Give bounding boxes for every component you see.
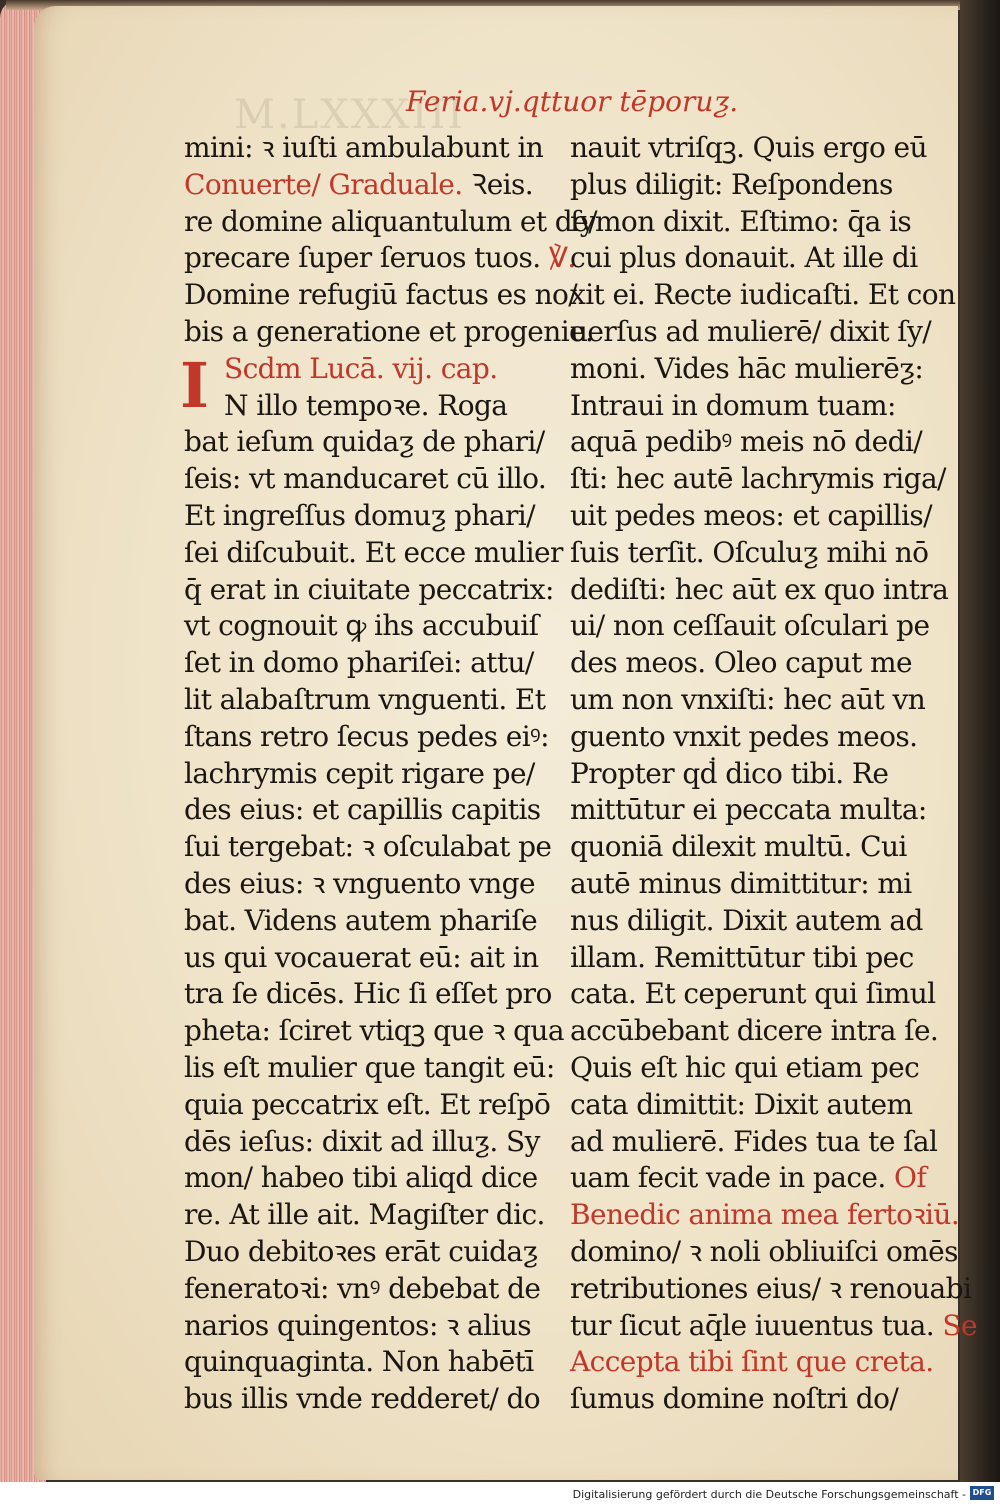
rubric-text: creta.	[846, 1345, 934, 1379]
body-text: narios quingentos: ꝛ alius	[184, 1308, 532, 1342]
body-text: ſui tergebat: ꝛ oſculabat pe	[184, 830, 552, 864]
text-line	[570, 1234, 958, 1271]
text-column-left	[180, 130, 597, 1418]
text-line	[184, 1344, 534, 1381]
text-line	[184, 1050, 555, 1087]
text-line	[570, 130, 927, 167]
text-line	[570, 277, 956, 314]
text-line	[184, 903, 538, 940]
text-line	[570, 167, 910, 204]
text-line	[570, 903, 923, 940]
text-line	[184, 461, 547, 498]
text-line	[570, 829, 910, 866]
body-text: guento vnxit pedes meos.	[570, 719, 918, 753]
body-text: ſei diſcubuit. Et ecce mulier	[184, 535, 563, 569]
text-line	[184, 1087, 551, 1124]
body-text: feneratoꝛi: vnꝰ debebat de	[184, 1271, 541, 1305]
body-text: Domine refugiū factus es no/	[184, 278, 578, 312]
body-text: nauit vtriſqꝫ. Quis ergo eū	[570, 131, 927, 164]
text-line	[570, 535, 929, 572]
body-text: lis eſt mulier que tangit eū:	[184, 1050, 555, 1084]
body-text: ſet in domo phariſei: attu/	[184, 646, 534, 680]
body-text: bis a generatione et progenie.	[184, 314, 594, 348]
body-text: uam fecit vade in pace.	[570, 1161, 886, 1195]
body-text: domino/ ꝛ noli obliuiſci omēs	[570, 1234, 958, 1268]
text-line	[570, 682, 926, 719]
body-text: plus diligit: Reſpondens	[570, 167, 893, 201]
text-line	[184, 1197, 545, 1234]
text-line	[184, 572, 554, 609]
text-line	[184, 682, 546, 719]
text-line	[184, 940, 539, 977]
text-line	[184, 498, 535, 535]
body-text: uit pedes meos: et capillis/	[570, 498, 932, 532]
body-text: dēs ieſus: dixit ad illuƺ. Sy	[184, 1124, 540, 1158]
body-text: dediſti: hec aūt ex quo intra	[570, 572, 949, 606]
body-text: um non vnxiſti: hec aūt vn	[570, 682, 926, 716]
body-text: lachrymis cepit rigare pe/	[184, 756, 535, 790]
text-line	[570, 1087, 913, 1124]
rubric-text: Of	[885, 1161, 927, 1195]
body-text: Quis eſt hic qui etiam pec	[570, 1050, 920, 1084]
text-line	[570, 240, 918, 277]
rubricated-initial: I	[180, 348, 209, 422]
ghost-folio-showthrough: M.LXXXIII	[234, 92, 466, 138]
body-text: bat. Videns autem phariſe	[184, 903, 538, 937]
text-line	[184, 204, 597, 241]
body-text: mittūtur ei peccata multa:	[570, 793, 927, 827]
body-text: bat ieſum quidaƺ de phari/	[184, 425, 545, 459]
body-text: tur ſicut aq̄le iuuentus tua.	[570, 1308, 935, 1342]
text-line	[570, 792, 927, 829]
text-line	[570, 719, 918, 756]
rubric-text: Conuerte/ Graduale.	[184, 167, 463, 201]
text-line	[570, 1160, 927, 1197]
body-text: tra ſe dicēs. Hic ſi eſſet pro	[184, 977, 552, 1011]
text-line	[184, 866, 535, 903]
body-text: ſeis: vt manducaret cū illo.	[184, 462, 547, 496]
text-line	[570, 461, 946, 498]
text-line	[184, 1308, 532, 1345]
text-line	[184, 719, 549, 756]
text-line	[184, 388, 524, 425]
rubric-text: ℣.	[540, 241, 576, 275]
text-line	[570, 756, 910, 793]
text-line	[570, 1271, 972, 1308]
text-line	[184, 167, 534, 204]
body-text: N illo tempoꝛe. Roga	[224, 388, 508, 422]
text-line	[184, 1234, 538, 1271]
body-text: ſumus domine noſtri do/	[570, 1382, 899, 1416]
body-text: pheta: ſciret vtiqꝫ que ꝛ qua	[184, 1014, 564, 1048]
body-text: aquā pedibꝰ meis nō dedi/	[570, 425, 923, 459]
body-text: illam. Remittūtur tibi pec	[570, 940, 914, 974]
text-line	[570, 1013, 939, 1050]
body-text: uerſus ad mulierē/ dixit ſy/	[570, 314, 932, 348]
text-line	[570, 608, 930, 645]
body-text: mini: ꝛ iuſti ambulabunt in	[184, 131, 544, 164]
rubric-text: fertoꝛiū.	[838, 1198, 960, 1232]
body-text: Propter qḋ dico tibi. Re	[570, 756, 889, 790]
body-text: Ꝛeis.	[462, 167, 534, 201]
text-line	[184, 130, 544, 167]
body-text: quoniā dilexit multū. Cui	[570, 830, 907, 864]
body-text: ſuis terſit. Oſculuƺ mihi nō	[570, 535, 929, 569]
text-line	[570, 572, 949, 609]
running-head: Feria.vj.qttuor tēporuƺ.	[406, 85, 739, 118]
body-text: Duo debitoꝛes erāt cuidaƺ	[184, 1234, 538, 1268]
body-text: quinquaginta. Non habētī	[184, 1345, 534, 1379]
text-line	[184, 608, 539, 645]
text-line	[570, 498, 932, 535]
text-line	[184, 1381, 541, 1418]
body-text: Et ingreſſus domuƺ phari/	[184, 498, 535, 532]
body-text: ſymon dixit. Eſtimo: q̄a is	[570, 204, 912, 238]
text-line	[184, 1160, 538, 1197]
body-text: nus diligit. Dixit autem ad	[570, 903, 923, 937]
text-line	[570, 1050, 920, 1087]
body-text: cata. Et ceperunt qui ſimul	[570, 977, 936, 1011]
digitization-credit: Digitalisierung gefördert durch die Deutsche Forschungsgemeinschaft -	[572, 1488, 966, 1501]
body-text: precare ſuper ſeruos tuos.	[184, 241, 541, 275]
text-line	[570, 1197, 960, 1234]
body-text: autē minus dimittitur: mi	[570, 866, 912, 900]
rubric-text: Benedic anima mea	[570, 1198, 839, 1232]
text-line	[184, 314, 594, 351]
text-line	[570, 976, 936, 1013]
body-text: des eius: ꝛ vnguento vnge	[184, 866, 535, 900]
body-text: ſtans retro ſecus pedes eiꝰ:	[184, 719, 549, 753]
body-text: ui/ non ceſſauit oſculari pe	[570, 609, 930, 643]
body-text: retributiones eius/ ꝛ renouabi	[570, 1271, 972, 1305]
body-text: des meos. Oleo caput me	[570, 646, 912, 680]
body-text: cui plus donauit. At ille di	[570, 241, 918, 275]
text-line	[184, 535, 563, 572]
body-text: ſti: hec autē lachrymis riga/	[570, 462, 946, 496]
body-text: accūbebant dicere intra ſe.	[570, 1014, 939, 1048]
body-text: bus illis vnde redderet/ do	[184, 1382, 541, 1416]
text-line	[184, 1124, 540, 1161]
text-line	[184, 976, 552, 1013]
text-line	[184, 1271, 541, 1308]
text-line	[570, 866, 910, 903]
body-text: des eius: et capillis capitis	[184, 793, 541, 827]
body-text: lit alabaſtrum vnguenti. Et	[184, 682, 546, 716]
body-text: cata dimittit: Dixit autem	[570, 1087, 913, 1121]
text-line	[184, 277, 578, 314]
body-text: Intraui in domum tuam:	[570, 388, 896, 422]
text-line	[570, 351, 924, 388]
text-line	[570, 204, 910, 241]
body-text: quia peccatrix eſt. Et reſpō	[184, 1087, 551, 1121]
text-line	[570, 1381, 910, 1418]
text-line	[570, 645, 910, 682]
text-line	[570, 388, 910, 425]
text-line	[184, 645, 534, 682]
text-line	[184, 240, 576, 277]
body-text: mon/ habeo tibi aliqd dice	[184, 1161, 538, 1195]
body-text: moni. Vides hāc mulierēƺ:	[570, 351, 924, 385]
body-text: q̄ erat in ciuitate peccatrix:	[184, 572, 554, 606]
body-text: re domine aliquantulum et de/	[184, 204, 597, 238]
rubric-text: Accepta tibi ſint que	[570, 1345, 847, 1379]
body-text: us qui vocauerat eū: ait in	[184, 940, 539, 974]
rubric-text: Scdm Lucā. vij. cap.	[224, 351, 498, 385]
text-line	[570, 314, 932, 351]
text-line	[570, 1124, 938, 1161]
body-text: vt cognouit ꝙ ihs accubuiſ	[184, 609, 539, 643]
body-text: ad mulierē. Fides tua te ſal	[570, 1124, 938, 1158]
body-text: xit ei. Recte iudicaſti. Et con	[570, 278, 956, 312]
text-line	[184, 829, 552, 866]
text-line	[184, 424, 545, 461]
rubric-text: Se	[934, 1308, 977, 1342]
text-line	[184, 792, 541, 829]
text-line	[570, 1344, 934, 1381]
text-line	[184, 1013, 564, 1050]
text-line	[570, 424, 923, 461]
text-line	[184, 756, 535, 793]
body-text: re. At ille ait. Magiſter dic.	[184, 1198, 545, 1232]
text-column-right	[570, 130, 977, 1418]
text-line	[570, 1308, 977, 1345]
dfg-logo: DFG	[970, 1486, 994, 1500]
text-line	[570, 940, 914, 977]
